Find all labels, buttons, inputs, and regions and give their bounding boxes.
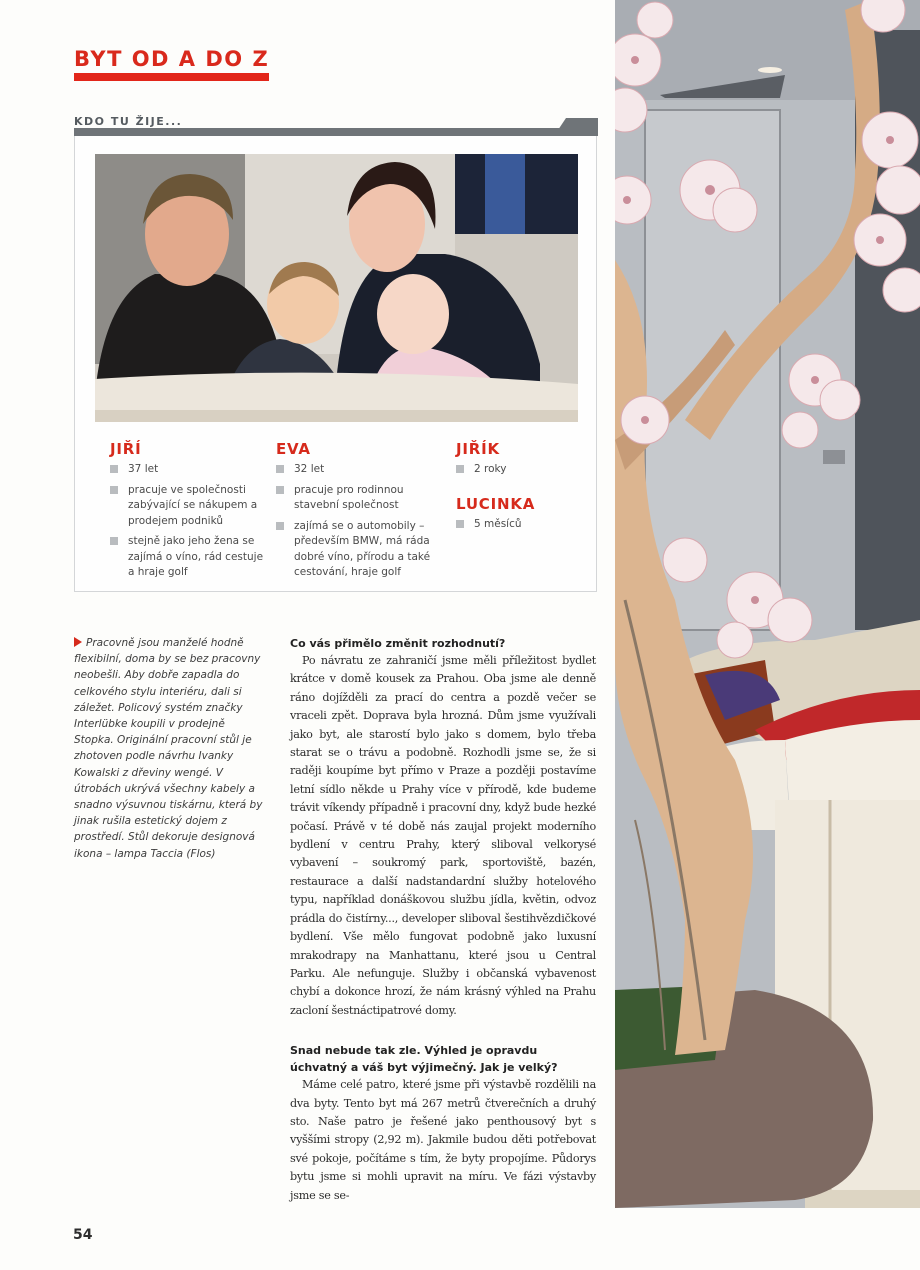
person-fact: 2 roky bbox=[456, 462, 586, 478]
person-fact: 5 měsíců bbox=[456, 517, 586, 533]
photo-caption: Pracovně jsou manželé hodně flexibilní, doma by se bez pracovny neobešli. Aby dobře zapadla do celkového stylu interiéru, dali si záležet. Policový systém značky Interlübke koupili v prodejně Stopka. Originální pracovní stůl je zhotoven podle návrhu Ivanky Kowalski z dřeviny wengé. V útrobách ukrývá všechny kabely a snadno výsuvnou tiskárnu, která by jinak rušila estetický dojem z prostředí. Stůl dekoruje designová ikona – lampa Taccia (Flos) bbox=[74, 637, 263, 860]
interview-article bbox=[290, 635, 596, 1205]
square-bullet-icon bbox=[110, 465, 118, 473]
triangle-arrow-icon bbox=[74, 637, 82, 647]
person-fact: stejně jako jeho žena se zajímá o víno, rád cestuje a hraje golf bbox=[110, 534, 270, 581]
person-fact: 37 let bbox=[110, 462, 270, 478]
person-fact: pracuje ve společnosti zabývající se nákupem a prodejem podniků bbox=[110, 483, 270, 530]
page-number: 54 bbox=[73, 1227, 93, 1243]
square-bullet-icon bbox=[110, 537, 118, 545]
interview-question: Snad nebude tak zle. Výhled je opravdu úchvatný a váš byt výjimečný. Jak je velký? bbox=[290, 1044, 558, 1075]
title-underline bbox=[74, 73, 269, 81]
interview-answer: Máme celé patro, které jsme při výstavbě rozdělili na dva byty. Tento byt má 267 metrů čtverečních a druhý sto. Naše patro je řešené jako penthousový byt s vyššími stropy (2,92 m). Jakmile budou děti potřebovat své pokoje, počítáme s tím, že byty propojíme. Půdorys bytu jsme si mohli upravit na míru. Ve fázi výstavby jsme se se- bbox=[290, 1078, 596, 1202]
person-fact: pracuje pro rodinnou stavební společnost bbox=[276, 483, 446, 514]
square-bullet-icon bbox=[276, 522, 284, 530]
person-fact: zajímá se o automobily – především BMW, má ráda dobré víno, přírodu a také cestování, hraje golf bbox=[276, 519, 446, 581]
person-eva bbox=[276, 440, 446, 586]
kdo-tu-zije-label: KDO TU ŽIJE... bbox=[74, 115, 183, 128]
interior-photo bbox=[615, 0, 920, 1208]
square-bullet-icon bbox=[276, 486, 284, 494]
person-jirik bbox=[456, 440, 586, 483]
square-bullet-icon bbox=[456, 465, 464, 473]
interview-answer: Po návratu ze zahraničí jsme měli příležitost bydlet krátce v domě kousek za Prahou. Oba jsme ale denně ráno dojížděli za prací do centra a pozdě večer se vraceli zpět. Doprava byla hrozná. Dům jsme využívali jako byt, ale starostí bylo jako s domem, bylo třeba starat se o trávu a podobně. Rozhodli jsme se, že si raději koupíme byt přímo v Praze a později postavíme letní sídlo někde u Prahy více v přírodě, kde budeme trávit víkendy případně i pracovní dny, když bude hezké počasí. Právě v té době nás zaujal projekt moderního bydlení v centru Prahy, který sliboval velkorysé vybavení – soukromý park, sportoviště, bazén, restaurace a další nadstandardní služby hotelového typu, například donáškovou službu jídla, květin, odvoz prádla do čistírny..., developer sliboval šestihvězdičkové bydlení. Vše mělo fungovat podobně jako luxusní mrakodrapy na Manhattanu, které jsou u Central Parku. Ale nefunguje. Služby i občanská vybavenost chybí a dokonce hrozí, že nám krásný výhled na Prahu zacloní šestnáctipatrové domy. bbox=[290, 654, 596, 1017]
person-name: JIŘÍ bbox=[110, 440, 142, 458]
square-bullet-icon bbox=[456, 520, 464, 528]
square-bullet-icon bbox=[110, 486, 118, 494]
header-bar bbox=[74, 128, 598, 136]
interview-question: Co vás přimělo změnit rozhodnutí? bbox=[290, 637, 506, 650]
person-name: JIŘÍK bbox=[456, 440, 500, 458]
person-jiri bbox=[110, 440, 270, 586]
person-fact: 32 let bbox=[276, 462, 446, 478]
person-name: EVA bbox=[276, 440, 311, 458]
square-bullet-icon bbox=[276, 465, 284, 473]
person-lucinka bbox=[456, 495, 586, 538]
family-photo bbox=[95, 154, 578, 422]
section-title: BYT OD A DO Z bbox=[74, 47, 270, 71]
person-name: LUCINKA bbox=[456, 495, 536, 513]
